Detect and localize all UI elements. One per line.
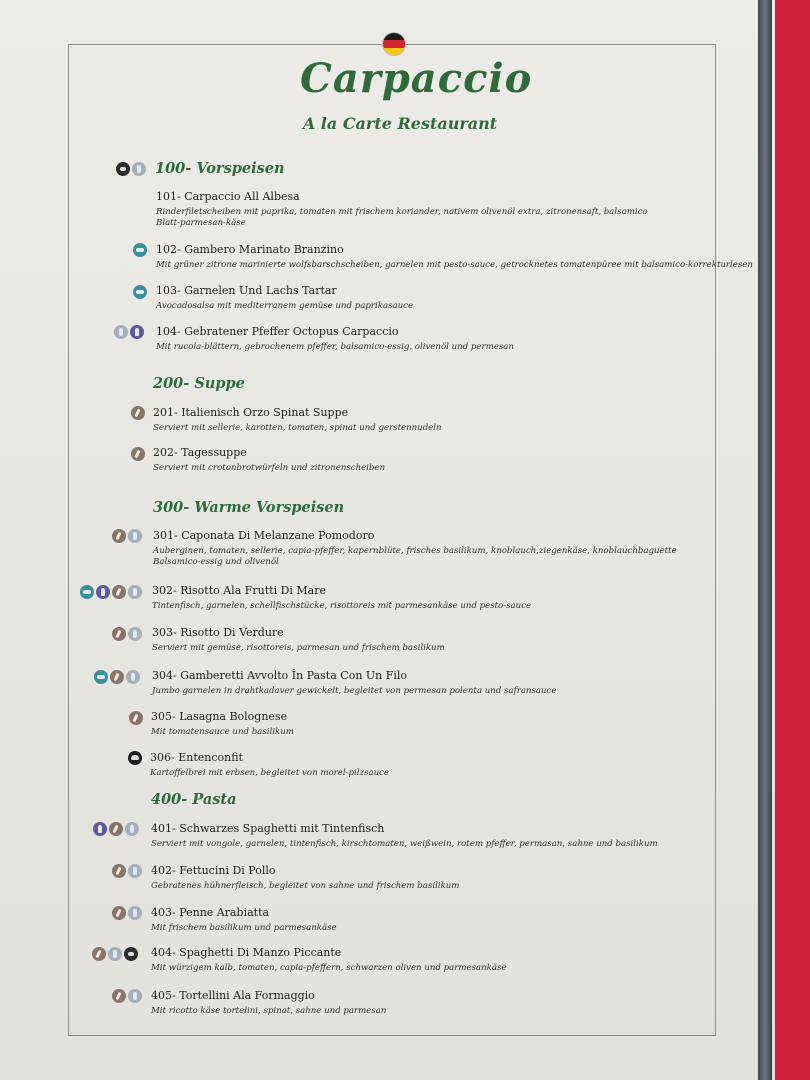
item-description: Serviert mit crotonbrotwürfeln und zitronenscheiben <box>153 463 386 473</box>
dietary-icons <box>114 325 144 339</box>
gluten-icon <box>108 947 122 961</box>
beef-icon <box>116 162 130 176</box>
item-name: 403- Penne Arabiatta <box>151 906 270 919</box>
item-description: Avocadosalsa mit mediterranem gemüse und paprikasauce <box>156 301 414 311</box>
gluten-icon <box>125 822 139 836</box>
item-name: 304- Gamberetti Avvolto İn Pasta Con Un Filo <box>152 669 408 682</box>
gluten-icon <box>114 325 128 339</box>
restaurant-subtitle: A la Carte Restaurant <box>302 114 498 133</box>
gluten-icon <box>132 162 146 176</box>
vegetarian-icon <box>112 585 126 599</box>
item-name: 303- Risotto Di Verdure <box>152 626 284 639</box>
beef-icon <box>124 947 138 961</box>
fish-icon <box>94 670 108 684</box>
dietary-icons <box>128 751 142 765</box>
menu-item <box>152 626 445 654</box>
menu-item <box>156 325 514 353</box>
item-description: Gebratenes hühnerfleisch, begleitet von sahne und frischem basilikum <box>151 881 460 891</box>
item-description: Auberginen, tomaten, sellerie, capia-pfeffer, kapernblüte, frisches basilikum, knoblauch,ziegenkäse, knoblauchbaguette Balsamico-essig und olivenöl <box>153 546 677 567</box>
restaurant-logo-title: Carpaccio <box>300 55 533 102</box>
section-title-warme-vorspeisen: 300- Warme Vorspeisen <box>153 499 345 516</box>
vegetarian-icon <box>112 906 126 920</box>
vegetarian-icon <box>112 989 126 1003</box>
item-name: 302- Risotto Ala Frutti Di Mare <box>152 584 327 597</box>
octopus-icon <box>96 585 110 599</box>
menu-item <box>153 446 385 474</box>
gluten-icon <box>128 585 142 599</box>
gluten-icon <box>126 670 140 684</box>
item-name: 301- Caponata Di Melanzane Pomodoro <box>153 529 375 542</box>
item-description: Mit frischem basilikum und parmesankäse <box>151 923 337 933</box>
item-description: Mit würzigem kalb, tomaten, capia-pfeffern, schwarzen oliven und parmesankäse <box>151 963 507 973</box>
menu-item <box>156 190 648 229</box>
duck-icon <box>128 751 142 765</box>
item-name: 201- Italienisch Orzo Spinat Suppe <box>153 406 349 419</box>
menu-item <box>151 710 294 738</box>
item-description: Kartoffelbrei mit erbsen, begleitet von morel-pilzsauce <box>150 768 390 778</box>
menu-item <box>153 406 442 434</box>
vegetarian-icon <box>92 947 106 961</box>
menu-item <box>152 669 556 697</box>
dietary-icons <box>80 585 142 599</box>
item-name: 104- Gebratener Pfeffer Octopus Carpaccio <box>156 325 399 338</box>
gluten-icon <box>128 989 142 1003</box>
dietary-icons <box>112 529 142 543</box>
item-description: Rinderfiletscheiben mit paprika, tomaten mit frischem koriander, nativem olivenöl extra, zitronensaft, balsamico Blatt-parmesan-käse <box>156 207 648 228</box>
dietary-icons <box>112 627 142 641</box>
dietary-icons <box>133 285 147 299</box>
section-title-suppe: 200- Suppe <box>153 375 245 392</box>
gluten-icon <box>128 864 142 878</box>
item-name: 405- Tortellini Ala Formaggio <box>151 989 315 1002</box>
item-description: Mit ricotto käse tortelini, spinat, sahne und parmesan <box>151 1006 387 1016</box>
menu-item <box>150 751 389 779</box>
item-name: 306- Entenconfit <box>150 751 243 764</box>
dietary-icons <box>112 906 142 920</box>
item-description: Mit grüner zitrone marinierte wolfsbarschscheiben, garnelen mit pesto-sauce, getrocknetes tomatenpüree mit balsamico-korrekturlesen <box>156 260 753 270</box>
item-name: 101- Carpaccio All Albesa <box>156 190 300 203</box>
dietary-icons <box>94 670 140 684</box>
menu-item <box>152 584 531 612</box>
dietary-icons <box>131 447 145 461</box>
vegetarian-icon <box>112 529 126 543</box>
fish-icon <box>80 585 94 599</box>
octopus-icon <box>130 325 144 339</box>
vegetarian-icon <box>112 627 126 641</box>
item-description: Serviert mit sellerie, karotten, tomaten, spinat und gerstennudeln <box>153 423 442 433</box>
vegetarian-icon <box>110 670 124 684</box>
menu-item <box>151 864 459 892</box>
vegetarian-icon <box>131 406 145 420</box>
dietary-icons <box>133 243 147 257</box>
dietary-icons <box>129 711 143 725</box>
gluten-icon <box>128 529 142 543</box>
dietary-icons <box>112 989 142 1003</box>
dietary-icons <box>93 822 139 836</box>
item-name: 401- Schwarzes Spaghetti mit Tintenfisch <box>151 822 385 835</box>
dietary-icons <box>131 406 145 420</box>
gluten-icon <box>128 906 142 920</box>
menu-item <box>151 989 386 1017</box>
menu-item <box>151 906 337 934</box>
item-name: 102- Gambero Marinato Branzino <box>156 243 344 256</box>
dietary-icons <box>92 947 138 961</box>
item-description: Jumbo garnelen in drahtkadaver gewickelt, begleitet von permesan polenta und safransauce <box>152 686 557 696</box>
item-name: 103- Garnelen Und Lachs Tartar <box>156 284 337 297</box>
dietary-icons <box>116 162 146 176</box>
fish-icon <box>133 243 147 257</box>
german-flag-icon <box>383 33 405 55</box>
vegetarian-icon <box>131 447 145 461</box>
dietary-icons <box>112 864 142 878</box>
item-description: Mit rucola-blättern, gebrochenem pfeffer, balsamico-essig, olivenöl und permesan <box>156 342 514 352</box>
vegetarian-icon <box>129 711 143 725</box>
item-description: Serviert mit gemüse, risottoreis, parmesan und frischem basilikum <box>152 643 445 653</box>
item-name: 305- Lasagna Bolognese <box>151 710 288 723</box>
octopus-icon <box>93 822 107 836</box>
item-name: 202- Tagessuppe <box>153 446 247 459</box>
item-description: Tintenfisch, garnelen, schellfischstücke, risottoreis mit parmesankäse und pesto-sauce <box>152 601 532 611</box>
menu-item <box>151 822 658 850</box>
fish-icon <box>133 285 147 299</box>
item-description: Serviert mit vongole, garnelen, tintenfisch, kirschtomaten, weißwein, rotem pfeffer, permasan, sahne und basilikum <box>151 839 658 849</box>
item-name: 402- Fettucini Di Pollo <box>151 864 276 877</box>
menu-item <box>151 946 507 974</box>
item-description: Mit tomatensauce und basilikum <box>151 727 294 737</box>
menu-binding <box>758 0 772 1080</box>
menu-item <box>156 284 413 312</box>
gluten-icon <box>128 627 142 641</box>
menu-item <box>156 243 753 271</box>
menu-item <box>153 529 677 568</box>
item-name: 404- Spaghetti Di Manzo Piccante <box>151 946 342 959</box>
vegetarian-icon <box>109 822 123 836</box>
section-title-vorspeisen: 100- Vorspeisen <box>155 160 285 177</box>
vegetarian-icon <box>112 864 126 878</box>
section-title-pasta: 400- Pasta <box>151 791 237 808</box>
